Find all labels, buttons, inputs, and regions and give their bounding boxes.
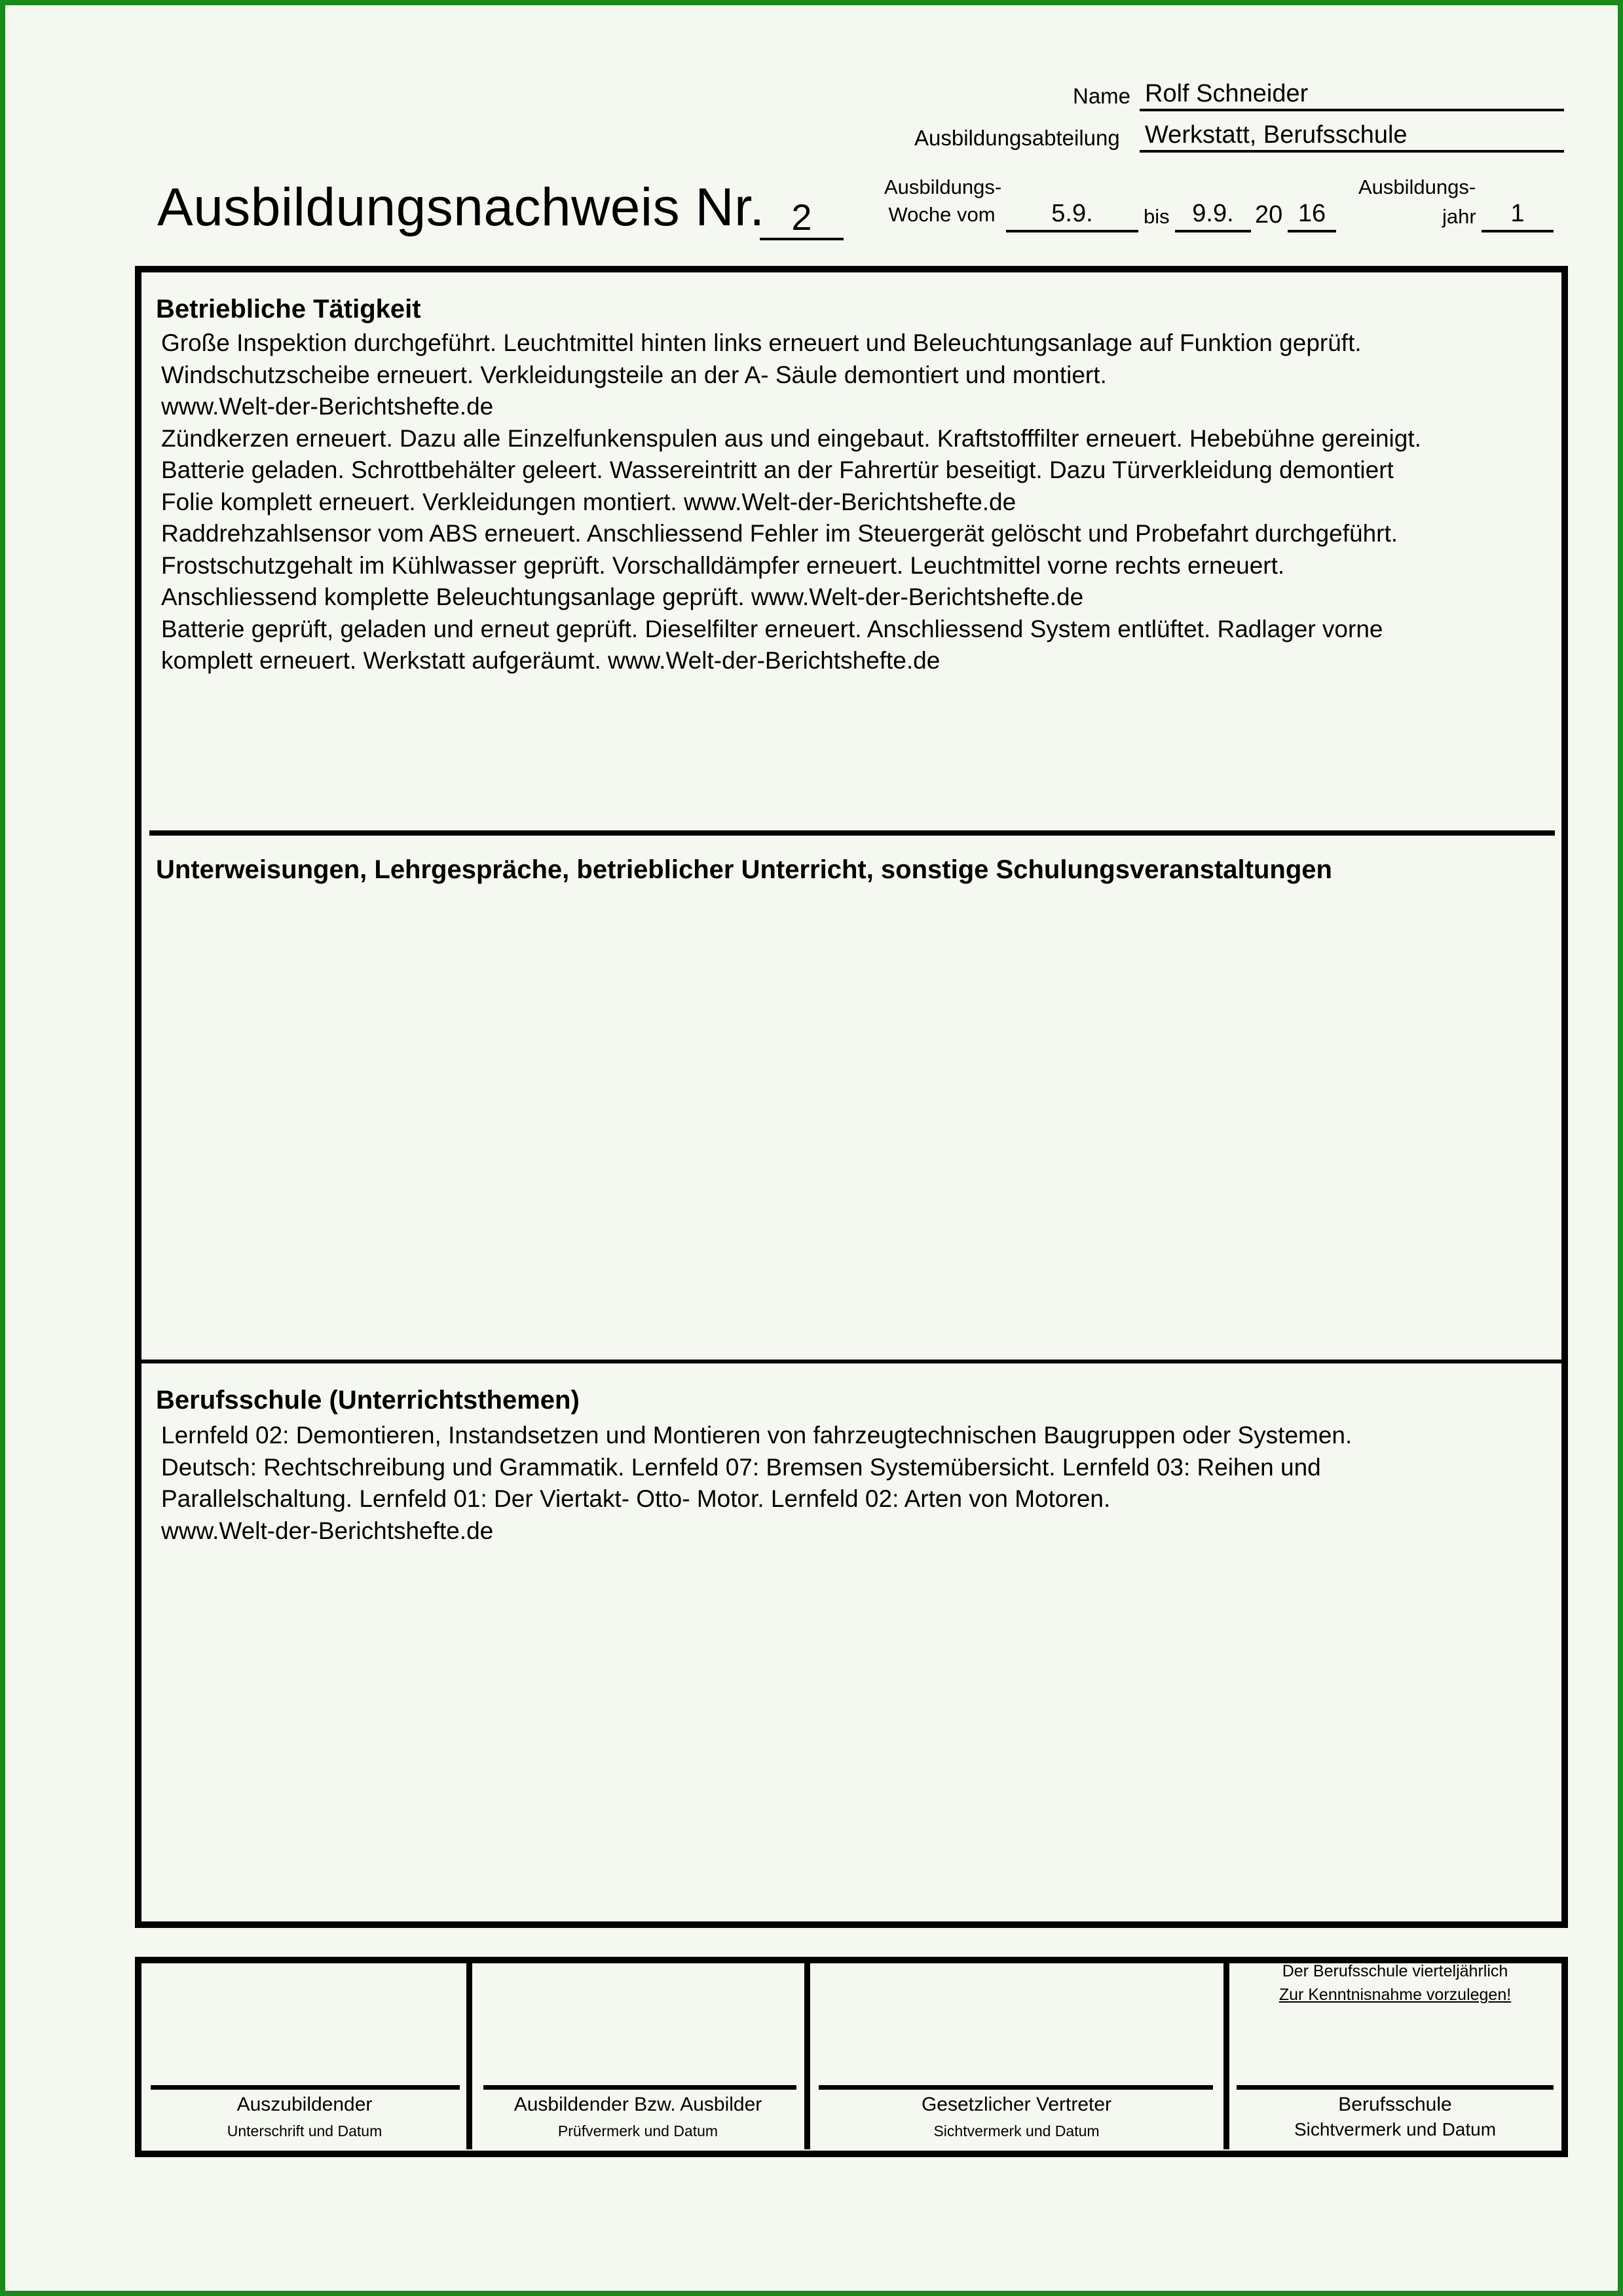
section-unterweisungen-heading: Unterweisungen, Lehrgespräche, betrieblicher Unterricht, sonstige Schulungsveranstaltungen	[156, 855, 1332, 884]
signature-line	[819, 2085, 1213, 2090]
week-from-field[interactable]: 5.9.	[1006, 200, 1138, 232]
school-note-line-2: Zur Kenntnisnahme vorzulegen!	[1278, 1986, 1512, 2004]
year-prefix: 20	[1255, 201, 1283, 229]
signature-divider	[466, 1959, 472, 2149]
text-line: Große Inspektion durchgeführt. Leuchtmittel hinten links erneuert und Beleuchtungsanlage auf Funktion geprüft.	[161, 329, 1362, 356]
signature-title: Ausbildender Bzw. Ausbilder	[513, 2094, 762, 2115]
section-unterweisungen-text[interactable]	[156, 896, 1544, 1341]
text-line: www.Welt-der-Berichtshefte.de	[161, 1517, 494, 1544]
text-line: Folie komplett erneuert. Verkleidungen montiert. www.Welt-der-Berichtshefte.de	[161, 488, 1017, 515]
text-line: Anschliessend komplette Beleuchtungsanlage geprüft. www.Welt-der-Berichtshefte.de	[161, 583, 1084, 610]
signature-line	[1237, 2085, 1554, 2090]
section-betrieblich-text[interactable]	[161, 327, 1543, 677]
section-betrieblich-heading: Betriebliche Tätigkeit	[156, 295, 421, 324]
signature-line	[483, 2085, 796, 2090]
signature-title: Gesetzlicher Vertreter	[921, 2094, 1112, 2115]
signature-title: Auszubildender	[236, 2094, 373, 2115]
name-field[interactable]: Rolf Schneider	[1140, 80, 1564, 111]
week-to-field[interactable]: 9.9.	[1175, 200, 1251, 232]
week-label-bottom: Woche vom	[888, 203, 996, 226]
training-year-label-bottom: jahr	[1442, 205, 1476, 228]
text-line: Windschutzscheibe erneuert. Verkleidungsteile an der A- Säule demontiert und montiert.	[161, 361, 1107, 388]
text-line: Deutsch: Rechtschreibung und Grammatik. Lernfeld 07: Bremsen Systemübersicht. Lernfeld 03: Reihen und	[161, 1453, 1321, 1481]
signature-subtitle: Unterschrift und Datum	[227, 2122, 382, 2139]
signature-divider	[1223, 1959, 1229, 2149]
signature-divider	[804, 1959, 810, 2149]
text-line: Parallelschaltung. Lernfeld 01: Der Viertakt- Otto- Motor. Lernfeld 02: Arten von Motoren.	[161, 1485, 1111, 1512]
signature-area-guardian[interactable]	[812, 1959, 1221, 2149]
year-suffix-field[interactable]: 16	[1288, 200, 1336, 232]
department-label: Ausbildungsabteilung	[914, 126, 1120, 150]
text-line: Batterie geprüft, geladen und erneut geprüft. Dieselfilter erneuert. Anschliessend System entlüftet. Radlager vorne	[161, 615, 1383, 642]
signature-area-trainer[interactable]	[474, 1959, 802, 2149]
signature-subtitle: Sichtvermerk und Datum	[1294, 2119, 1497, 2139]
report-number-field[interactable]: 2	[760, 192, 844, 240]
training-year-field[interactable]: 1	[1482, 200, 1554, 232]
divider-1	[149, 830, 1555, 836]
section-berufsschule-text[interactable]	[161, 1420, 1543, 1547]
school-note-line-1: Der Berufsschule vierteljährlich	[1282, 1962, 1508, 1980]
signature-subtitle: Prüfvermerk und Datum	[557, 2122, 718, 2139]
text-line: Batterie geladen. Schrottbehälter geleert. Wassereintritt an der Fahrertür beseitigt. Dazu Türverkleidung demontiert	[161, 456, 1394, 483]
to-label: bis	[1144, 205, 1170, 228]
text-line: Raddrehzahlsensor vom ABS erneuert. Anschliessend Fehler im Steuergerät gelöscht und Probefahrt durchgeführt.	[161, 520, 1398, 547]
signature-title: Berufsschule	[1338, 2094, 1452, 2115]
text-line: Frostschutzgehalt im Kühlwasser geprüft. Vorschalldämpfer erneuert. Leuchtmittel vorne rechts erneuert.	[161, 551, 1285, 579]
week-label-top: Ausbildungs-	[884, 176, 1002, 198]
divider-2	[141, 1360, 1561, 1363]
signature-subtitle: Sichtvermerk und Datum	[933, 2122, 1100, 2139]
page-title: Ausbildungsnachweis Nr.	[157, 177, 765, 237]
section-berufsschule-heading: Berufsschule (Unterrichtsthemen)	[156, 1386, 580, 1415]
signature-area-trainee[interactable]	[145, 1959, 464, 2149]
signature-line	[151, 2085, 460, 2090]
text-line: www.Welt-der-Berichtshefte.de	[161, 393, 494, 420]
training-year-label-top: Ausbildungs-	[1358, 176, 1476, 198]
text-line: Zündkerzen erneuert. Dazu alle Einzelfunkenspulen aus und eingebaut. Kraftstofffilter erneuert. Hebebühne gereinigt.	[161, 424, 1421, 452]
name-label: Name	[1073, 84, 1131, 108]
department-field[interactable]: Werkstatt, Berufsschule	[1140, 121, 1564, 153]
text-line: komplett erneuert. Werkstatt aufgeräumt. www.Welt-der-Berichtshefte.de	[161, 647, 941, 674]
text-line: Lernfeld 02: Demontieren, Instandsetzen und Montieren von fahrzeugtechnischen Baugruppen oder Systemen.	[161, 1422, 1352, 1449]
